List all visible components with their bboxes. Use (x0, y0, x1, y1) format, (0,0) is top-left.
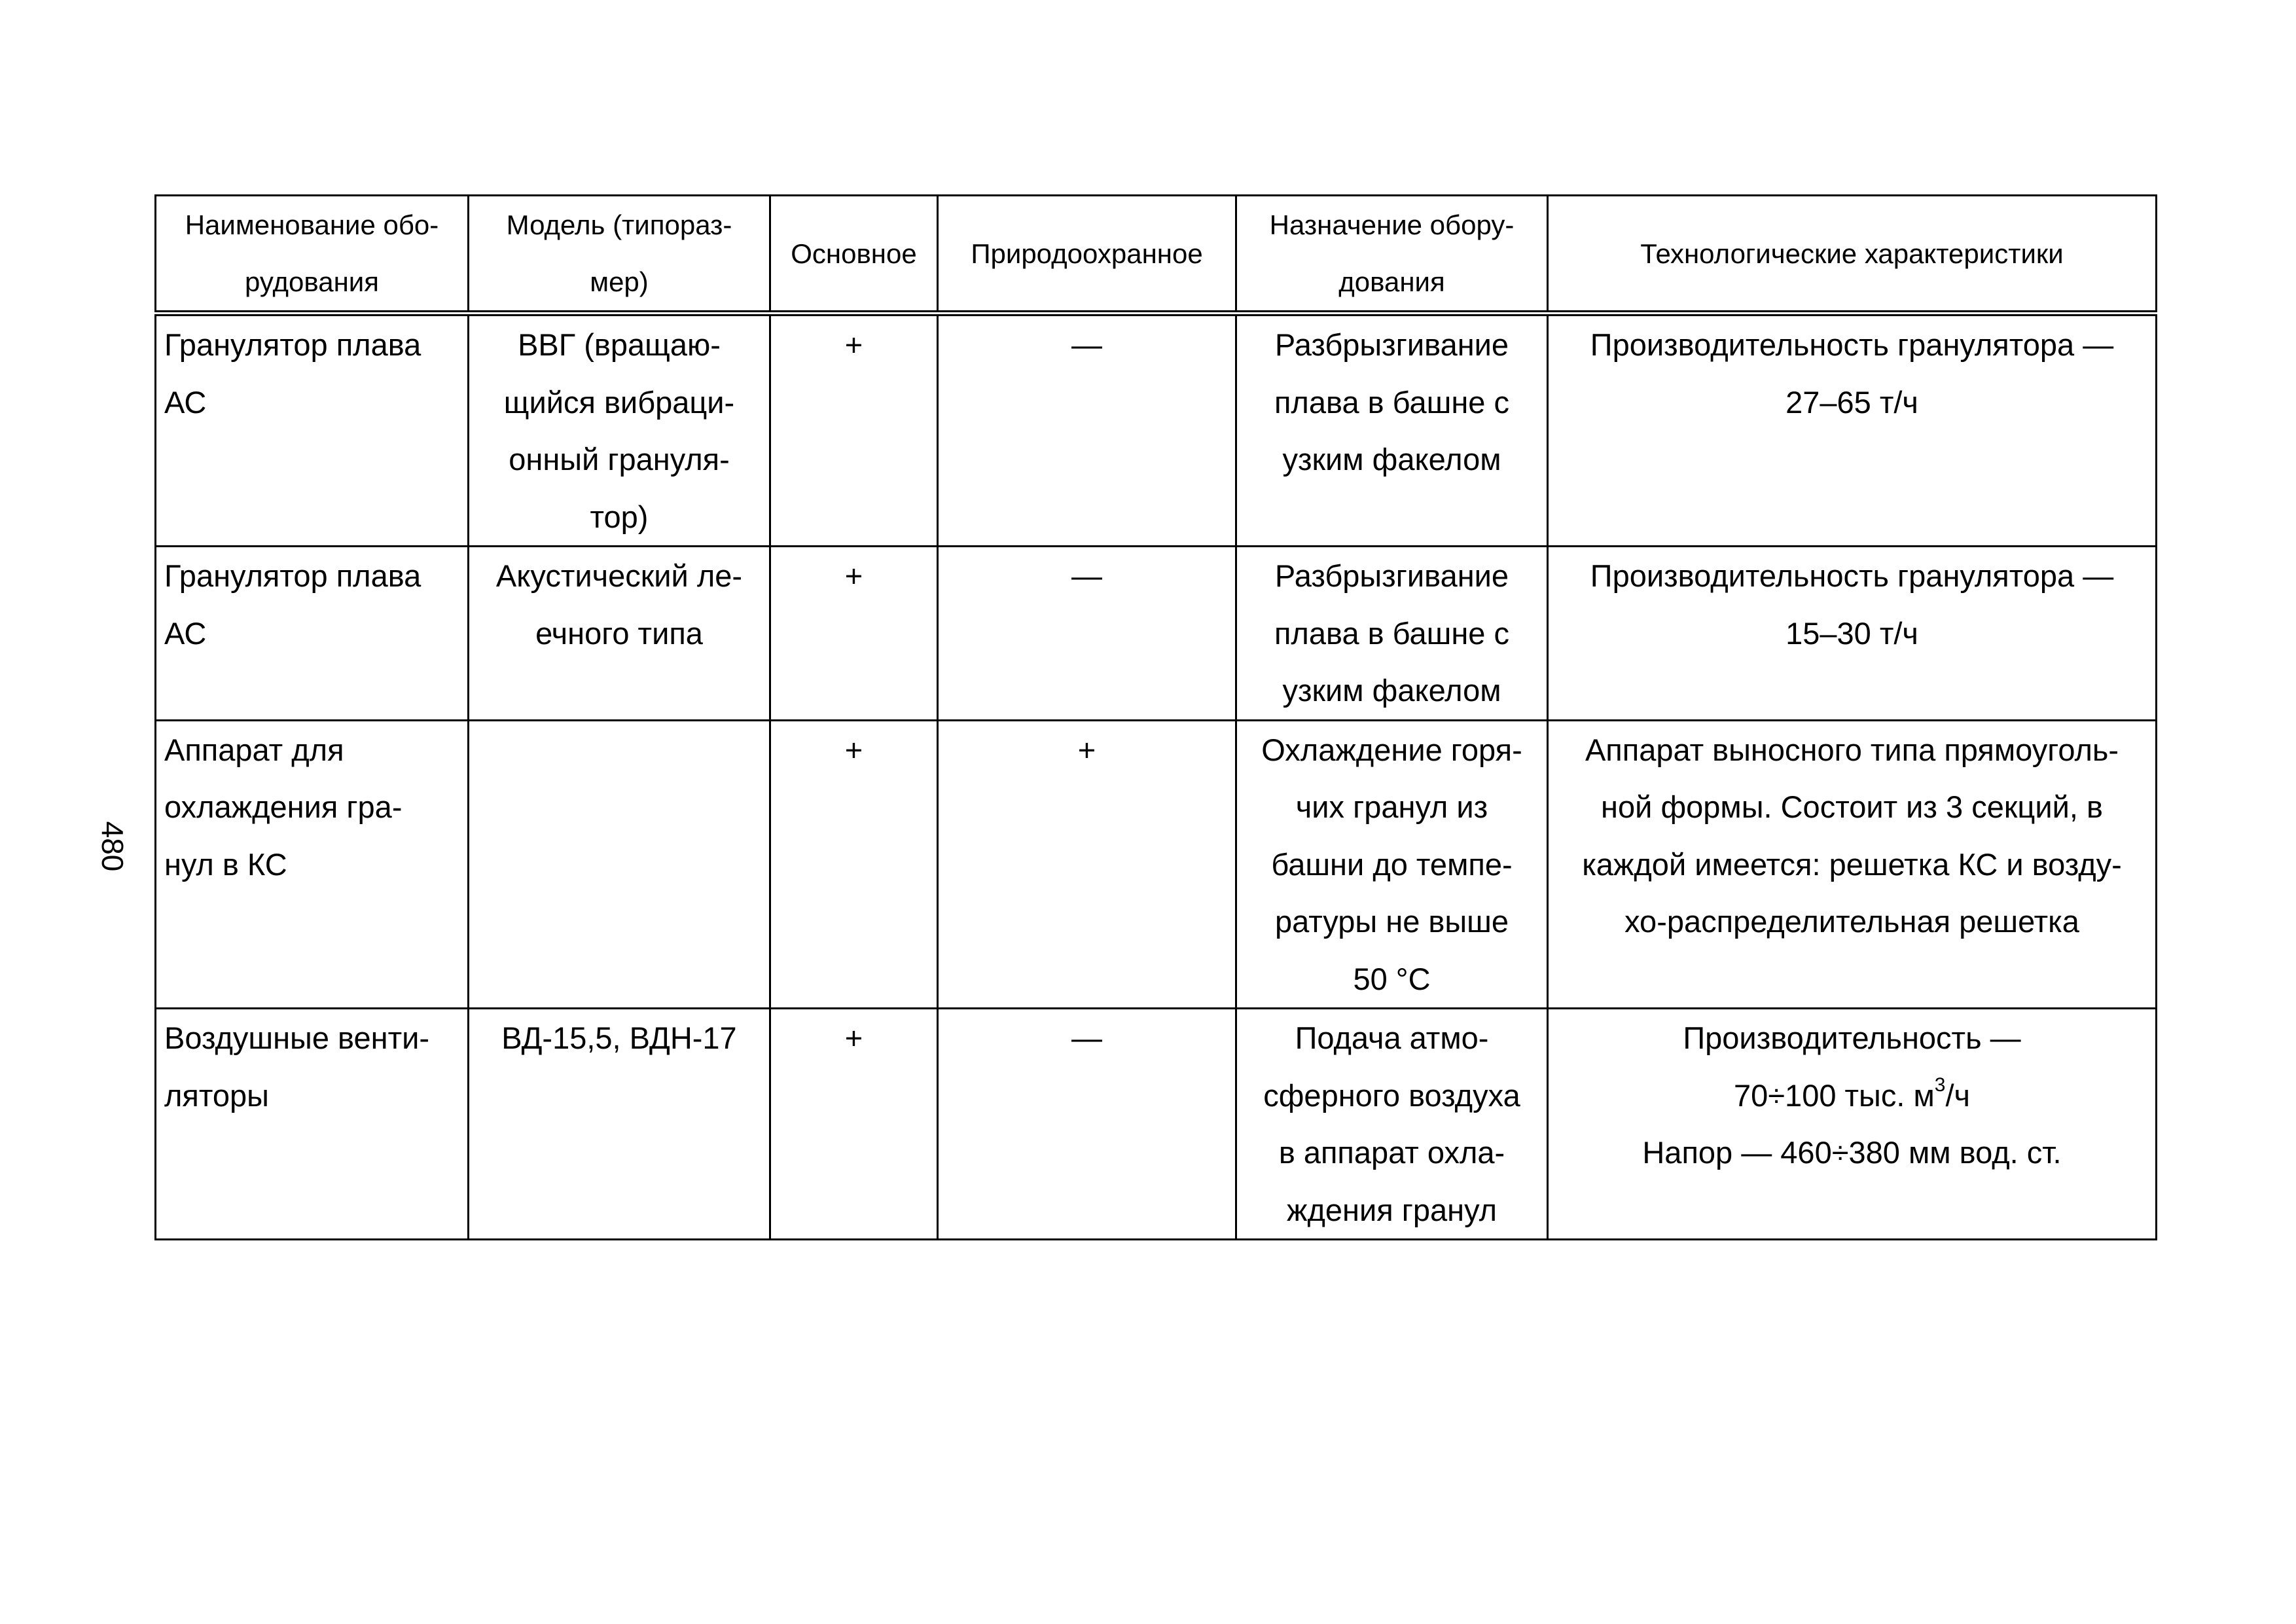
table-row (156, 547, 2157, 721)
cell-main: + (770, 720, 938, 1009)
cell-purpose: Охлаждение горя- чих гранул из башни до темпе- ратуры не выше 50 °С (1236, 720, 1548, 1009)
header-environmental: Природоохранное (938, 196, 1236, 314)
characteristics-line-1: Производительность — (1683, 1020, 2021, 1055)
header-characteristics: Технологические характеристики (1548, 196, 2157, 314)
equipment-table (154, 194, 2157, 1240)
table-row (156, 720, 2157, 1009)
characteristics-line-3: Напор — 460÷380 мм вод. ст. (1642, 1135, 2062, 1170)
header-main: Основное (770, 196, 938, 314)
header-purpose: Назначение обору- дования (1236, 196, 1548, 314)
cell-equipment-name: Гранулятор плава АС (156, 547, 469, 721)
cell-environmental: — (938, 314, 1236, 547)
header-equipment-name: Наименование обо- рудования (156, 196, 469, 314)
cell-equipment-name: Гранулятор плава АС (156, 314, 469, 547)
cell-characteristics: Производительность гранулятора — 15–30 т/ч (1548, 547, 2157, 721)
cell-characteristics (1548, 1009, 2157, 1240)
characteristics-line-2 (1554, 1067, 2150, 1125)
cell-main: + (770, 547, 938, 721)
cell-model (469, 720, 770, 1009)
header-model: Модель (типораз- мер) (469, 196, 770, 314)
cell-characteristics: Аппарат выносного типа прямоуголь- ной формы. Состоит из 3 секций, в каждой имеется: решетка КС и возду- хо-распределительная решетка (1548, 720, 2157, 1009)
cell-purpose: Подача атмо- сферного воздуха в аппарат охла- ждения гранул (1236, 1009, 1548, 1240)
cell-purpose: Разбрызгивание плава в башне с узким факелом (1236, 547, 1548, 721)
table-header-row (156, 196, 2157, 314)
characteristics-line-2-text: 70÷100 тыс. м (1733, 1077, 1935, 1113)
cell-characteristics: Производительность гранулятора — 27–65 т/ч (1548, 314, 2157, 547)
cell-main: + (770, 314, 938, 547)
cell-model: Акустический ле- ечного типа (469, 547, 770, 721)
cell-environmental: — (938, 547, 1236, 721)
cell-environmental: — (938, 1009, 1236, 1240)
table-row (156, 1009, 2157, 1240)
characteristics-line-2-unit: /ч (1945, 1077, 1971, 1113)
cell-equipment-name: Аппарат для охлаждения гра- нул в КС (156, 720, 469, 1009)
table-row (156, 314, 2157, 547)
cell-model: ВВГ (вращаю- щийся вибраци- онный грануля- тор) (469, 314, 770, 547)
cell-purpose: Разбрызгивание плава в башне с узким факелом (1236, 314, 1548, 547)
cell-model: ВД-15,5, ВДН-17 (469, 1009, 770, 1240)
page-number: 480 (96, 821, 130, 872)
cell-equipment-name: Воздушные венти- ляторы (156, 1009, 469, 1240)
cell-environmental: + (938, 720, 1236, 1009)
superscript-three: 3 (1934, 1074, 1946, 1096)
cell-main: + (770, 1009, 938, 1240)
